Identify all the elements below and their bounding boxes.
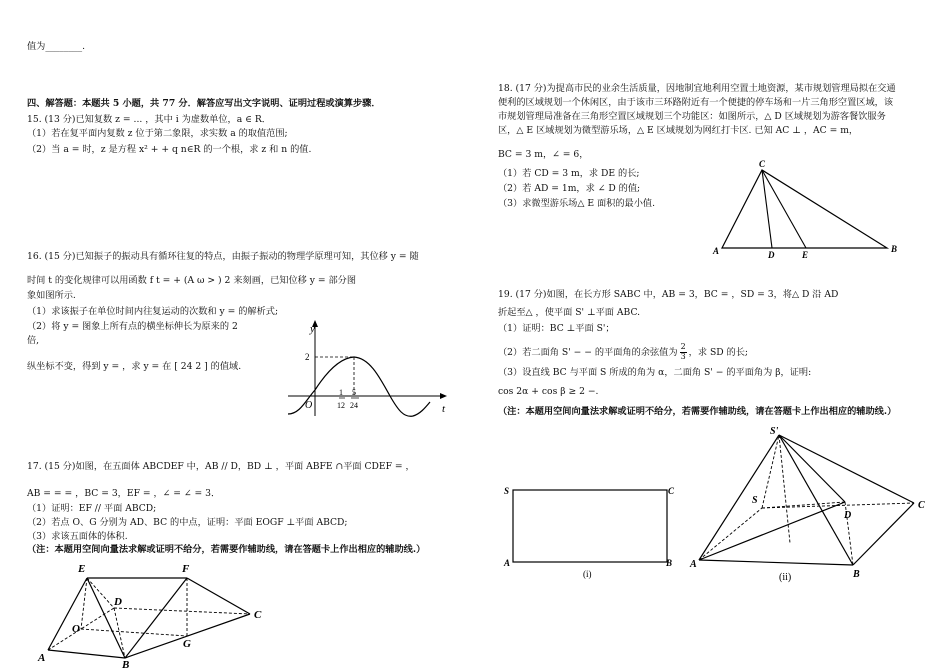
q16-stem-3: 象如图所示.	[27, 290, 76, 301]
edge-DC	[114, 608, 250, 614]
y-tick-label: 2	[305, 352, 310, 362]
segment-EO	[81, 578, 87, 629]
rect-label-B: B	[666, 558, 673, 568]
label-O: O	[72, 623, 80, 635]
pyr-label-D: D	[844, 510, 852, 521]
rectangle-figure-i	[500, 480, 690, 580]
cosine-fraction	[680, 343, 687, 362]
tri-label-C: C	[759, 159, 766, 169]
q16-part1: （1）求该振子在单位时间内往复运动的次数和 y = 的解析式;	[27, 306, 279, 317]
q18-part1: （1）若 CD = 3 m，求 DE 的长;	[498, 168, 640, 179]
label-G: G	[183, 638, 191, 650]
q17-part3: （3）求该五面体的体积.	[27, 531, 128, 542]
label-F: F	[182, 563, 190, 575]
x-axis-arrow	[440, 393, 447, 399]
tick1-numerator: 1	[339, 388, 343, 397]
pyr-label-A: A	[690, 559, 697, 570]
label-A: A	[38, 652, 46, 664]
edge-AB	[699, 560, 853, 565]
fraction-denominator: 3	[680, 351, 686, 361]
y-axis-label: y	[310, 323, 315, 335]
q19-stem-2: 折起至△ ，使平面 S' ⊥平面 ABC.	[498, 307, 641, 318]
edge-EB	[87, 578, 125, 658]
q18-stem-1: 18. (17 分)为提高市民的业余生活质量，因地制宜地利用空置土地资源，某市规划管理局拟在交通	[498, 83, 896, 94]
edge-BC	[125, 614, 250, 658]
tri-label-D: D	[768, 250, 775, 260]
q16-stem-1: 16. (15 分)已知振子的振动具有循环往复的特点，由振子振动的物理学原理可知，其位移 y = 随	[27, 251, 419, 262]
q16-part2: （2）将 y = 图象上所有点的横坐标伸长为原来的 2	[27, 321, 238, 332]
q19-part3: （3）设直线 BC 与平面 S 所成的角为 α，二面角 S' − 的平面角为 β，证明:	[498, 367, 812, 378]
label-E: E	[78, 563, 86, 575]
tri-label-B: B	[891, 244, 898, 254]
figure-i-caption: (i)	[583, 569, 592, 579]
q17-stem-2: AB = = = ，BC = 3，EF = ，∠ = ∠ = 3．	[27, 488, 221, 499]
label-B: B	[122, 659, 130, 671]
edge-DB	[114, 608, 125, 658]
q19-stem-1: 19. (17 分)如图，在长方形 SABC 中，AB = 3，BC = ，SD = 3，将△ D 沿 AD	[498, 289, 839, 300]
origin-label: O	[305, 400, 313, 411]
edge-SSp	[762, 435, 779, 508]
edge-EA	[48, 578, 87, 650]
q17-stem-1: 17. (15 分)如图，在五面体 ABCDEF 中，AB // D，BD ⊥ ，平面 ABFE ∩平面 CDEF = ，	[27, 461, 415, 472]
q16-part2-cont: 倍,	[27, 335, 40, 346]
rect-label-A: A	[504, 558, 511, 568]
section-heading: 四、解答题：本题共 5 小题，共 77 分．解答应写出文字说明、证明过程或演算步骤．	[27, 98, 381, 109]
q16-part2-end: 纵坐标不变，得到 y = ，求 y = 在 [ 24 2 ] 的值域.	[27, 361, 242, 372]
rect-label-S: S	[504, 486, 510, 496]
edge-FC	[187, 578, 250, 614]
pyr-label-C: C	[918, 500, 925, 511]
pyr-label-S: S	[752, 495, 758, 506]
q18-stem-4: 区，△ E 区域规划为微型游乐场，△ E 区域规划为网红打卡区. 已知 AC ⊥ ，AC = m，	[498, 125, 859, 136]
edge-SC	[762, 503, 914, 508]
q18-stem-2: 便利的区域规划一个休闲区，由于该市三环路附近有一个便捷的停车场和一片三角形空置区域，该	[498, 97, 894, 108]
q19-part2	[498, 343, 748, 362]
edge-SpA	[699, 435, 779, 560]
q18-part2: （2）若 AD = 1m，求 ∠ D 的值;	[498, 183, 641, 194]
q19-note: （注：本题用空间向量法求解或证明不给分，若需要作辅助线，请在答题卡上作出相应的辅助线.）	[498, 406, 897, 417]
q18-part3: （3）求微型游乐场△ E 面积的最小值.	[498, 198, 656, 209]
oscillation-graph	[280, 318, 470, 418]
q19-part3-formula: cos 2α + cos β ≥ 2 −.	[498, 386, 599, 397]
figure-ii-caption: (ii)	[779, 572, 792, 583]
fraction-numerator: 2	[680, 342, 686, 351]
edge-SpC	[779, 435, 914, 503]
q17-part2: （2）若点 O、G 分别为 AD、BC 的中点，证明：平面 EOGF ⊥平面 ABCD;	[27, 517, 348, 528]
edge-BC	[853, 503, 914, 565]
label-D: D	[114, 596, 122, 608]
label-C: C	[254, 609, 262, 621]
q15-part1: （1）若在复平面内复数 z 位于第二象限，求实数 a 的取值范围;	[27, 128, 288, 139]
tri-label-E: E	[802, 250, 809, 260]
triangle-ABC	[722, 170, 887, 248]
tick2-numerator: 5	[352, 388, 356, 397]
q18-stem-5: BC = 3 m，∠ = 6，	[498, 149, 589, 160]
previous-question-tail: 值为________.	[27, 41, 86, 52]
q19-part1: （1）证明：BC ⊥平面 S'；	[498, 323, 615, 334]
q16-stem-2: 时间 t 的变化规律可以用函数 f t = + (A ω > ) 2 来刻画，已知位移 y = 部分图	[27, 275, 357, 286]
rectangle-SABC	[513, 490, 667, 562]
q17-part1: （1）证明：EF // 平面 ABCD;	[27, 503, 157, 514]
q19-part2-text: （2）若二面角 S' − − 的平面角的余弦值为	[498, 346, 678, 358]
segment-CE	[762, 170, 806, 248]
x-axis-label: t	[442, 403, 446, 415]
edge-AD	[699, 502, 845, 560]
tick1-denominator: 12	[337, 401, 345, 410]
five-face-solid-figure	[30, 558, 280, 671]
segment-OG	[81, 629, 187, 636]
edge-SpB	[779, 435, 853, 565]
edge-ED	[87, 578, 114, 608]
pyramid-figure-ii	[690, 425, 935, 590]
triangle-figure	[705, 160, 905, 265]
pyr-label-Sp: S'	[770, 426, 779, 437]
edge-FB	[125, 578, 187, 658]
tri-label-A: A	[713, 246, 720, 256]
q18-stem-3: 市规划管理局准备在三角形空置区域规划三个功能区：如图所示，△ D 区域规划为游客餐饮服务	[498, 111, 886, 122]
q17-note: （注：本题用空间向量法求解或证明不给分，若需要作辅助线，请在答题卡上作出相应的辅助线.）	[27, 544, 426, 555]
q19-part2-text-end: ，求 SD 的长;	[688, 346, 749, 358]
q15-part2: （2）当 a = 时，z 是方程 x² + + q n∈R 的一个根，求 z 和 n 的值.	[27, 144, 312, 155]
segment-CD	[762, 170, 772, 248]
tick2-denominator: 24	[350, 401, 358, 410]
edge-AS	[699, 508, 762, 560]
q15-stem: 15. (13 分)已知复数 z = ... ，其中 i 为虚数单位，a ∈ R．	[27, 114, 271, 125]
rect-label-C: C	[668, 486, 675, 496]
edge-AB	[48, 650, 125, 658]
pyr-label-B: B	[853, 569, 860, 580]
